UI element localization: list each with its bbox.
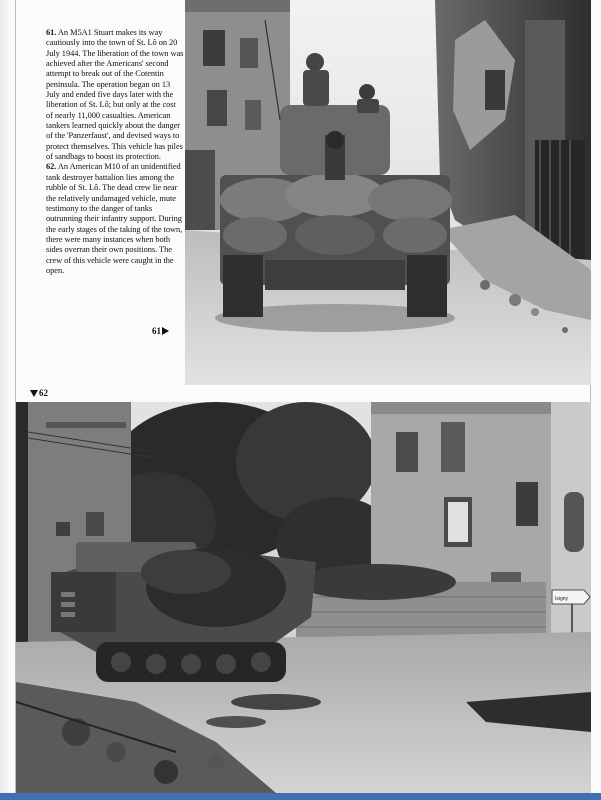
photo-61 (185, 0, 591, 385)
caption-62-text: An American M10 of an unidentified tank destroyer battalion lies among the rubble of St. Lô. The dead crew lie near the relatively undamaged vehicle, mute testimony to the danger of tanks outrunning their infantry support. During the early stages of the taking of the town, there were many instances when both sides overran their own positions. The crew of this vehicle were caught in the open. (46, 162, 183, 275)
arrow-down-icon (30, 390, 38, 397)
photo-62 (16, 402, 591, 793)
page-gutter (0, 0, 16, 800)
caption-61-text: An M5A1 Stuart makes its way cautiously into the town of St. Lô on 20 July 1944. The liberation of the town was achieved after the Americans' second attempt to break out of the Cotentin peninsula. The operation began on 13 July and ended five days later with the liberation of St. Lô; but only at the cost of nearly 11,000 casualties. American tankers learned quickly about the danger of the 'Panzerfaust', and devised ways to protect themselves. This vehicle has piles of sandbags to boost its protection. (46, 28, 184, 162)
caption-column (46, 28, 184, 276)
photo-62-illustration (16, 402, 591, 793)
caption-61-number: 61. (46, 28, 57, 37)
photo-marker-61 (152, 326, 169, 336)
photo-marker-62 (30, 388, 48, 398)
caption-62 (46, 162, 184, 276)
caption-62-number: 62. (46, 162, 57, 172)
photo-marker-61-label: 61 (152, 326, 161, 336)
arrow-right-icon (162, 327, 169, 335)
caption-61 (46, 28, 184, 162)
road-sign-label: Isigny (555, 596, 569, 602)
photo-61-illustration (185, 0, 591, 385)
photo-marker-62-label: 62 (39, 388, 48, 398)
bottom-edge-strip (0, 793, 601, 800)
